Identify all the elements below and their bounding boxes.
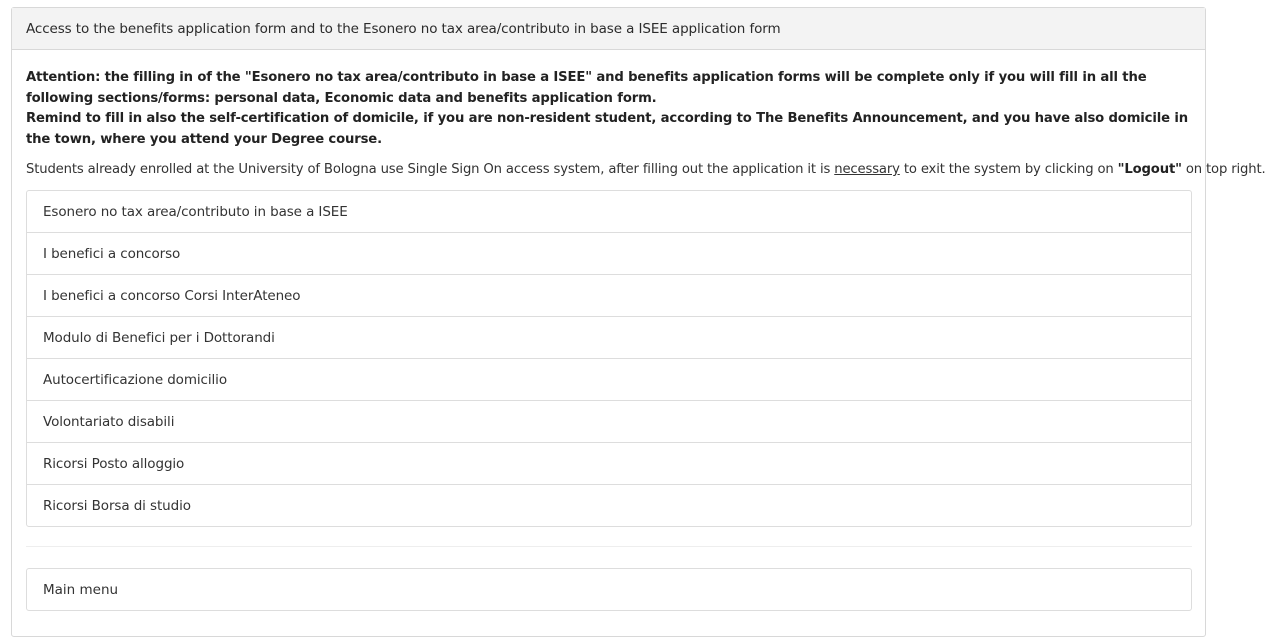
benefits-panel	[11, 7, 1266, 637]
logout-label: "Logout"	[1117, 162, 1182, 177]
list-item-label: Autocertificazione domicilio	[43, 371, 227, 388]
main-menu-button[interactable]	[26, 568, 1192, 611]
list-item-label: I benefici a concorso Corsi InterAteneo	[43, 287, 301, 304]
remind-text: Remind to fill in also the self-certification of domicile, if you are non-resident student, according to The Benefits Announcement, and you have also domicile in the town, where you attend your Degree course.	[26, 111, 1188, 147]
form-item-autocertificazione[interactable]	[27, 359, 1191, 401]
attention-text: Attention: the filling in of the "Esonero no tax area/contributo in base a ISEE" and benefits application forms will be complete only if you will fill in all the following sections/forms: personal data, Economic data and benefits application form.	[26, 70, 1147, 106]
panel-title: Access to the benefits application form and to the Esonero no tax area/contributo in base a ISEE application form	[26, 20, 781, 37]
form-item-dottorandi[interactable]	[27, 317, 1191, 359]
list-item-label: Volontariato disabili	[43, 413, 175, 430]
list-item-label: Esonero no tax area/contributo in base a ISEE	[43, 203, 348, 220]
necessary-link[interactable]: necessary	[834, 162, 900, 177]
attention-notice	[26, 68, 1191, 150]
list-item-label: Ricorsi Posto alloggio	[43, 455, 185, 472]
list-item-label: Modulo di Benefici per i Dottorandi	[43, 329, 275, 346]
forms-list	[26, 190, 1192, 527]
list-item-label: I benefici a concorso	[43, 245, 181, 262]
form-item-ricorsi-borsa[interactable]	[27, 485, 1191, 526]
sso-text-after: on top right.	[1181, 162, 1266, 177]
empty-row	[26, 527, 1192, 547]
list-item-label: Ricorsi Borsa di studio	[43, 497, 191, 514]
sso-text-middle: to exit the system by clicking on	[899, 162, 1118, 177]
panel-body	[12, 50, 1266, 611]
form-item-esonero[interactable]	[27, 191, 1191, 233]
form-item-ricorsi-alloggio[interactable]	[27, 443, 1191, 485]
main-menu-label: Main menu	[43, 581, 119, 598]
sso-text-before: Students already enrolled at the University of Bologna use Single Sign On access system, after filling out the application it is	[26, 162, 835, 177]
form-item-benefici-interateneo[interactable]	[27, 275, 1191, 317]
sso-notice	[26, 160, 1266, 180]
panel-heading	[12, 8, 1205, 50]
form-item-volontariato[interactable]	[27, 401, 1191, 443]
form-item-benefici-concorso[interactable]	[27, 233, 1191, 275]
